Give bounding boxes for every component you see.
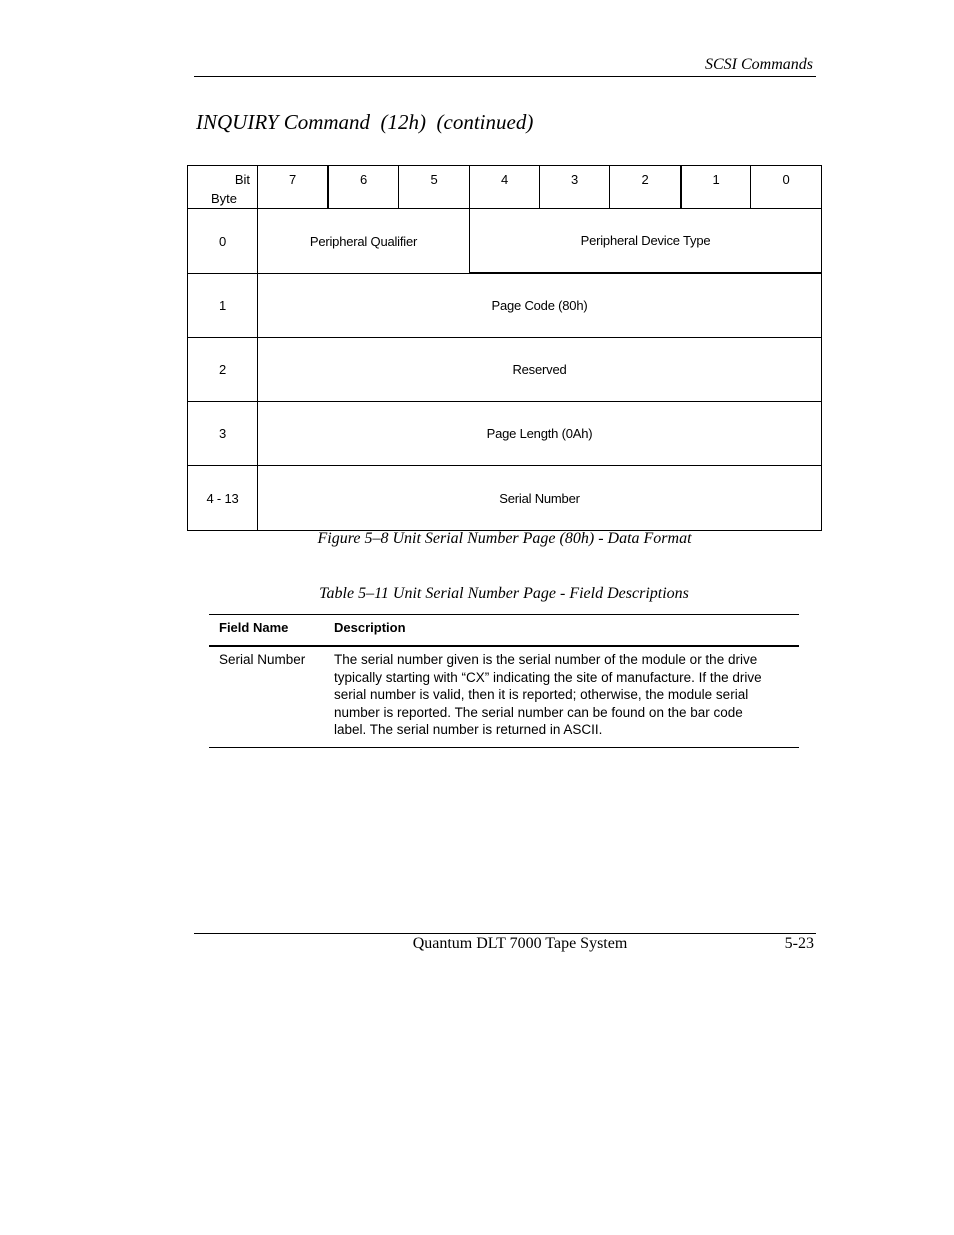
running-head: SCSI Commands	[704, 56, 813, 73]
description-line: label. The serial number is returned in ASCII.	[334, 722, 603, 737]
footer-rule	[194, 933, 816, 934]
description-line: number is reported. The serial number can be found on the bar code	[334, 704, 743, 720]
corner-cell	[187, 165, 258, 209]
page-code-field: Page Code (80h)	[257, 273, 822, 338]
peripheral-device-type-field: Peripheral Device Type	[469, 208, 822, 274]
bit-1-header: 1	[680, 165, 751, 209]
bit-0-header: 0	[750, 165, 822, 209]
bit-7-header: 7	[257, 165, 328, 209]
bit-label: Bit	[234, 172, 250, 187]
page-number: 5-23	[784, 935, 814, 952]
section-title: INQUIRY Command (12h) (continued)	[196, 110, 534, 134]
description-line: typically starting with “CX” indicating the site of manufacture. If the drive	[334, 669, 762, 685]
table-caption: Table 5–11 Unit Serial Number Page - Field Descriptions	[319, 585, 689, 602]
figure-caption: Figure 5–8 Unit Serial Number Page (80h) - Data Format	[317, 530, 692, 547]
bit-byte-table	[187, 165, 822, 531]
footer-title: Quantum DLT 7000 Tape System	[412, 935, 628, 952]
bit-2-header: 2	[609, 165, 681, 209]
description-line: serial number is valid, then it is reported; otherwise, the module serial	[334, 687, 749, 702]
bit-3-header: 3	[539, 165, 610, 209]
byte-2-label: 2	[187, 337, 258, 402]
byte-0-label: 0	[187, 208, 258, 274]
byte-3-label: 3	[187, 401, 258, 466]
table-top-rule	[209, 614, 799, 615]
page-length-field: Page Length (0Ah)	[257, 401, 822, 466]
description-header: Description	[334, 620, 406, 635]
description-line: The serial number given is the serial number of the module or the drive	[334, 652, 758, 667]
byte-label: Byte	[211, 191, 238, 206]
field-name-cell: Serial Number	[219, 652, 306, 667]
description-cell	[334, 651, 804, 739]
byte-1-label: 1	[187, 273, 258, 338]
bit-5-header: 5	[398, 165, 470, 209]
bit-6-header: 6	[327, 165, 399, 209]
peripheral-qualifier-field: Peripheral Qualifier	[257, 208, 470, 274]
bit-4-header: 4	[469, 165, 540, 209]
table-bottom-rule	[209, 747, 799, 748]
field-name-header: Field Name	[219, 620, 289, 635]
header-rule	[209, 645, 799, 647]
header-rule	[194, 76, 816, 77]
reserved-field: Reserved	[257, 337, 822, 402]
serial-number-field: Serial Number	[257, 465, 822, 531]
byte-4-13-label: 4 - 13	[187, 465, 258, 531]
